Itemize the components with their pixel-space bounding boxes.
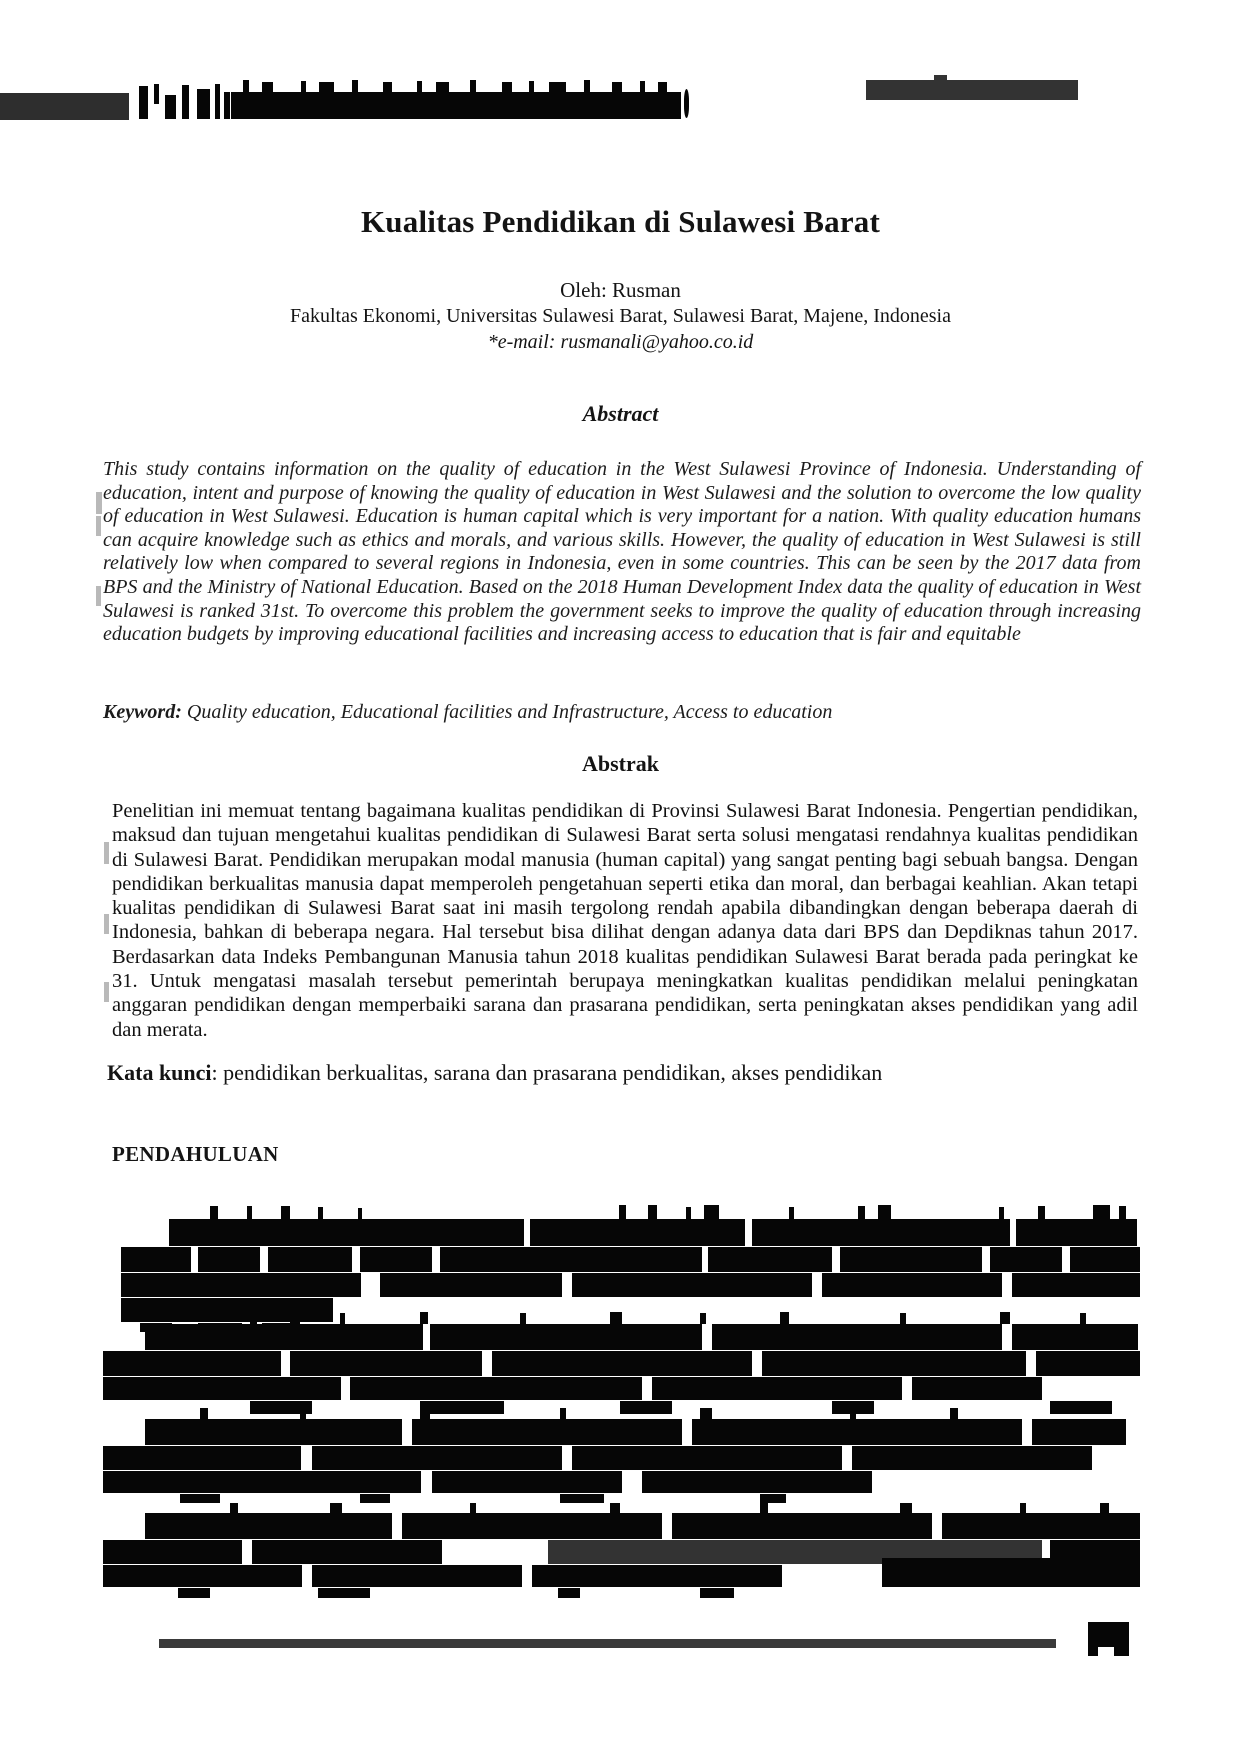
- author-affiliation: Fakultas Ekonomi, Universitas Sulawesi Barat, Sulawesi Barat, Majene, Indonesia: [290, 305, 951, 327]
- author-byline: Oleh: Rusman: [560, 278, 681, 302]
- redacted-journal-title: [231, 92, 681, 119]
- footer-rule: [159, 1639, 1056, 1648]
- kata-kunci-label: Kata kunci: [107, 1060, 212, 1085]
- redacted-page-number: [1088, 1622, 1129, 1656]
- kata-kunci-line: [107, 1060, 1141, 1086]
- kata-kunci-values: : pendidikan berkualitas, sarana dan prasarana pendidikan, akses pendidikan: [211, 1060, 883, 1085]
- redacted-header-right-block: [866, 80, 1078, 100]
- keyword-label: Keyword:: [103, 701, 182, 723]
- author-email: *e-mail: rusmanali@yahoo.co.id: [487, 331, 754, 353]
- section-heading-pendahuluan: PENDAHULUAN: [112, 1142, 279, 1166]
- abstrak-heading: Abstrak: [581, 751, 659, 776]
- keyword-line: [103, 701, 1141, 724]
- keyword-values: Quality education, Educational facilities and Infrastructure, Access to education: [181, 701, 833, 723]
- redacted-header-left-block: [0, 93, 129, 120]
- abstrak-body: Penelitian ini memuat tentang bagaimana kualitas pendidikan di Provinsi Sulawesi Barat Indonesia. Pengertian pendidikan, maksud dan tujuan mengetahui kualitas pendidikan di Sulawesi Barat serta solusi mengatasi rendahnya kualitas pendidikan di Sulawesi Barat. Pendidikan merupakan modal manusia (human capital) yang sangat penting bagi sebuah bangsa. Dengan pendidikan berkualitas manusia dapat memperoleh pengetahuan seperti etika dan moral, dan berbagai keahlian. Akan tetapi kualitas pendidikan di Sulawesi Barat saat ini masih tergolong rendah apabila dibandingkan dengan beberapa daerah di Indonesia, bahkan di beberapa negara. Hal tersebut bisa dilihat dengan adanya data dari BPS dan Depdiknas tahun 2017. Berdasarkan data Indeks Pembangunan Manusia tahun 2018 kualitas pendidikan Sulawesi Barat berada pada peringkat ke 31. Untuk mengatasi masalah tersebut pemerintah berupaya meningkatkan kualitas pendidikan melalui peningkatan anggaran pendidikan dengan memperbaiki sarana dan prasarana pendidikan, serta peningkatan akses pendidikan yang adil dan merata.: [112, 800, 1138, 1041]
- page-title: Kualitas Pendidikan di Sulawesi Barat: [360, 204, 881, 239]
- abstract-heading: Abstract: [582, 401, 659, 426]
- abstract-body: This study contains information on the quality of education in the West Sulawesi Province of Indonesia. Understanding of education, intent and purpose of knowing the quality of education in West Sulawesi and the solution to overcome the low quality of education in West Sulawesi. Education is human capital which is very important for a nation. With quality education humans can acquire knowledge such as ethics and morals, and various skills. However, the quality of education in West Sulawesi is still relatively low when compared to several regions in Indonesia, even in some countries. This can be seen by the 2017 data from BPS and the Ministry of National Education. Based on the 2018 Human Development Index data the quality of education in West Sulawesi is ranked 31st. To overcome this problem the government seeks to improve the quality of education through increasing education budgets by improving educational facilities and increasing access to education that is fair and equitable: [103, 458, 1141, 646]
